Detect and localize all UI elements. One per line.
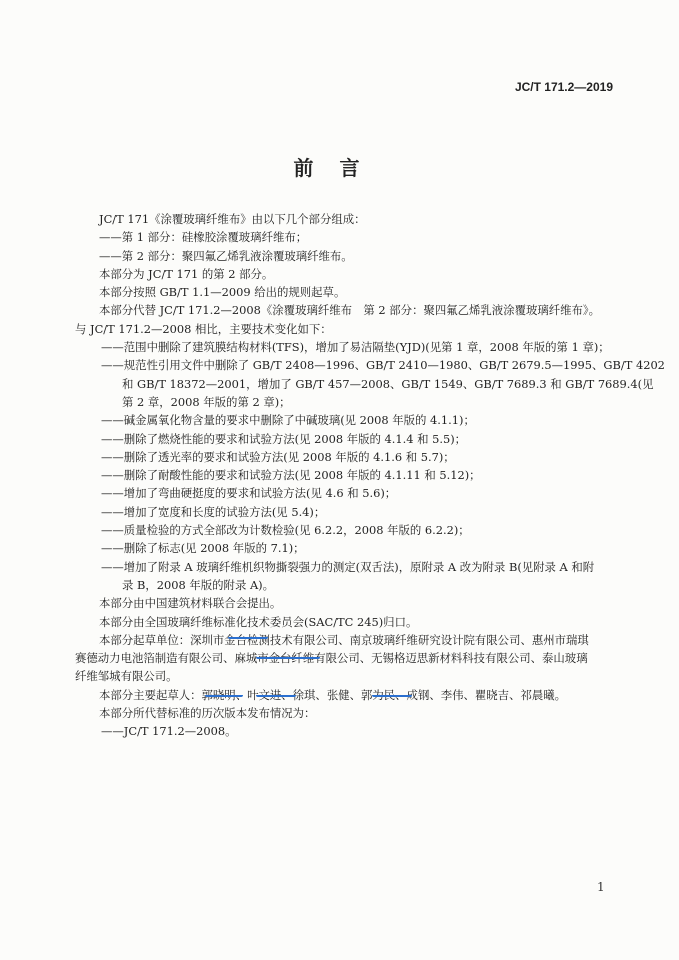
text-line: 本部分代替 JC/T 171.2—2008《涂覆玻璃纤维布 第 2 部分：聚四氟乙烯乳液涂覆玻璃纤维布》。 <box>99 303 601 318</box>
list-item: ——删除了透光率的要求和试验方法(见 2008 年版的 4.1.6 和 5.7)； <box>101 449 455 464</box>
list-item: ——范围中删除了建筑膜结构材料(TFS)，增加了易洁隔垫(YJD)(见第 1 章，2008 年版的第 1 章)； <box>101 340 610 355</box>
list-item: ——删除了耐酸性能的要求和试验方法(见 2008 年版的 4.1.11 和 5.12)； <box>101 468 481 483</box>
pen-underline <box>205 692 243 697</box>
list-item-continuation: 和 GB/T 18372—2001，增加了 GB/T 457—2008、GB/T 1549、GB/T 7689.3 和 GB/T 7689.4(见 <box>122 376 654 391</box>
list-item: ——质量检验的方式全部改为计数检验(见 6.2.2，2008 年版的 6.2.2)； <box>101 523 470 538</box>
list-item: ——碱金属氧化物含量的要求中删除了中碱玻璃(见 2008 年版的 4.1.1)； <box>101 413 475 428</box>
list-item: ——增加了宽度和长度的试验方法(见 5.4)； <box>101 504 326 519</box>
list-item-continuation: 录 B，2008 年版的附录 A)。 <box>122 577 275 592</box>
list-item: ——规范性引用文件中删除了 GB/T 2408—1996、GB/T 2410—1980、GB/T 2679.5—1995、GB/T 4202 <box>101 358 665 373</box>
page-title: 前言 <box>293 156 386 180</box>
list-item: ——删除了标志(见 2008 年版的 7.1)； <box>101 541 305 556</box>
list-item: ——增加了弯曲硬挺度的要求和试验方法(见 4.6 和 5.6)； <box>101 486 397 501</box>
text-line: 本部分所代替标准的历次版本发布情况为： <box>99 706 316 721</box>
text-line: ——第 1 部分：硅橡胶涂覆玻璃纤维布； <box>99 230 308 245</box>
standard-code: JC/T 171.2—2019 <box>514 80 613 94</box>
drafting-units-line: 本部分起草单位：深圳市金台检测技术有限公司、南京玻璃纤维研究设计院有限公司、惠州市瑞琪 <box>99 632 589 647</box>
pen-underline <box>256 654 320 659</box>
pen-underline <box>228 634 268 639</box>
text-line: 本部分由全国玻璃纤维标准化技术委员会(SAC/TC 245)归口。 <box>99 614 418 629</box>
pen-underline <box>372 692 412 697</box>
list-item: ——增加了附录 A 玻璃纤维机织物撕裂强力的测定(双舌法)，原附录 A 改为附录 B(见附录 A 和附 <box>101 559 595 574</box>
drafters-line: 本部分主要起草人：郭晓明、叶文进、徐琪、张健、郭为民、成钢、李伟、瞿晓吉、祁晨曦。 <box>99 687 567 702</box>
text-line: 本部分为 JC/T 171 的第 2 部分。 <box>99 266 274 281</box>
text-line: 本部分按照 GB/T 1.1—2009 给出的规则起草。 <box>99 285 346 300</box>
drafting-units-line: 赛德动力电池箔制造有限公司、麻城市金台纤维有限公司、无锡格迈思新材料科技有限公司、泰山玻璃 <box>75 651 588 666</box>
list-item: ——删除了燃烧性能的要求和试验方法(见 2008 年版的 4.1.4 和 5.5)； <box>101 431 467 446</box>
list-item: ——JC/T 171.2—2008。 <box>101 724 237 739</box>
text-line: JC/T 171《涂覆玻璃纤维布》由以下几个部分组成： <box>99 212 366 226</box>
pen-underline <box>256 692 296 697</box>
page-number: 1 <box>597 880 605 894</box>
text-line: ——第 2 部分：聚四氟乙烯乳液涂覆玻璃纤维布。 <box>99 248 353 263</box>
text-line: 与 JC/T 171.2—2008 相比，主要技术变化如下： <box>75 321 332 336</box>
list-item-continuation: 第 2 章，2008 年版的第 2 章)； <box>122 394 291 409</box>
drafting-units-line: 纤维邹城有限公司。 <box>75 669 178 684</box>
preface-body <box>75 210 665 741</box>
text-line: 本部分由中国建筑材料联合会提出。 <box>99 596 282 611</box>
